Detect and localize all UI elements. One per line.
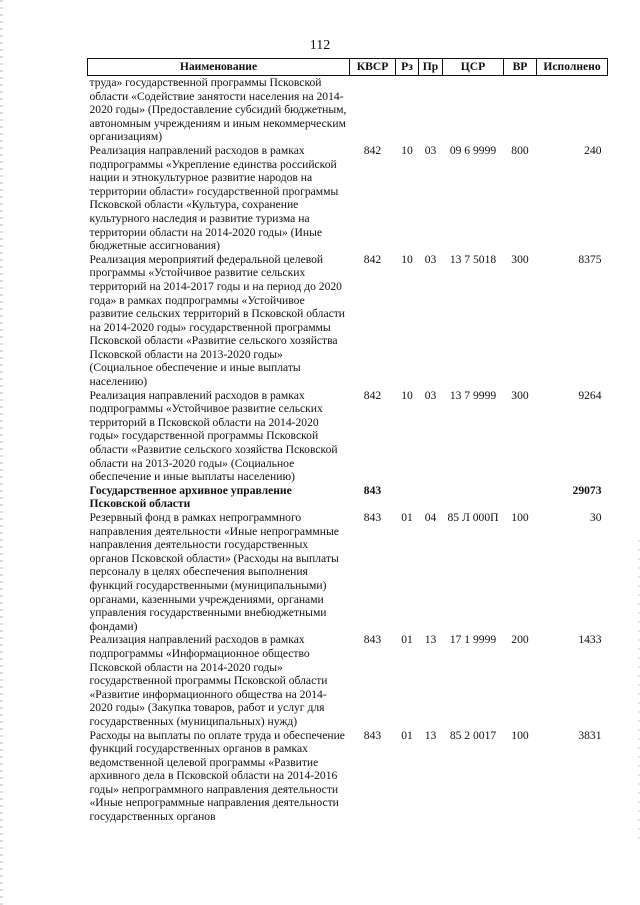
table-row <box>88 76 608 144</box>
budget-table <box>87 58 608 824</box>
cell-csr: 85 2 0017 <box>449 728 497 742</box>
cell-name: Расходы на выплаты по оплате труда и обеспечение функций государственных органов в рамках ведомственной целевой программы «Развитие архивного дела в Псковской области на 2014-2016 годы» непрограммного направления деятельности «Иные непрограммные направления деятельности государственных органов <box>89 728 345 824</box>
header-pr: Пр <box>419 59 443 76</box>
cell-ispolneno: 30 <box>589 511 602 524</box>
header-csr: ЦСР <box>443 59 504 76</box>
cell-vr <box>504 76 537 144</box>
header-ispolneno: Исполнено <box>537 59 608 76</box>
cell-rz: 10 <box>401 143 413 157</box>
cell-csr: 09 6 9999 <box>449 143 497 157</box>
cell-rz: 01 <box>401 511 413 524</box>
cell-pr <box>419 484 443 511</box>
cell-pr: 03 <box>424 388 437 402</box>
cell-csr <box>443 76 504 144</box>
table-header-row <box>88 59 608 76</box>
cell-pr: 03 <box>424 252 437 266</box>
cell-rz: 10 <box>401 252 413 266</box>
cell-csr <box>443 484 504 511</box>
cell-rz: 10 <box>401 388 413 402</box>
cell-name: Государственное архивное управление Псковской области <box>89 483 292 511</box>
cell-ispolneno: 240 <box>584 143 602 157</box>
cell-name: Реализация мероприятий федеральной целевой программы «Устойчивое развитие сельских территорий на 2014-2017 годы и на период до 2020 года» в рамках подпрограммы «Устойчивое развитие сельских территорий в Псковской области на 2014-2020 годы» государственной программы Псковской области «Развитие сельского хозяйства Псковской области на 2013-2020 годы» (Социальное обеспечение и иные выплаты населению) <box>89 252 346 389</box>
cell-rz <box>396 76 419 144</box>
table-row <box>88 729 608 824</box>
page-number: 112 <box>309 38 331 53</box>
cell-vr: 300 <box>511 252 529 266</box>
table-row <box>88 144 608 253</box>
cell-name: Резервный фонд в рамках непрограммного направления деятельности «Иные непрограммные направления деятельности государственных органов Псковской области» (Расходы на выплаты персоналу в целях обеспечения выполнения функций государственными (муниципальными) органами, казенными учреждениями, органами управления государственными внебюджетными фондами) <box>89 511 339 633</box>
table-row <box>88 511 608 633</box>
scan-edge-left <box>0 0 3 905</box>
cell-pr: 13 <box>424 633 437 647</box>
cell-rz: 01 <box>401 728 413 742</box>
cell-pr: 13 <box>424 728 437 742</box>
cell-ispolneno: 3831 <box>578 728 602 742</box>
cell-csr: 85 Л 000П <box>447 511 499 524</box>
cell-kvsr: 843 <box>363 511 382 524</box>
cell-kvsr: 843 <box>363 483 382 497</box>
cell-csr: 13 7 5018 <box>449 252 497 266</box>
header-name: Наименование <box>88 59 350 76</box>
cell-ispolneno: 1433 <box>578 633 602 647</box>
cell-kvsr: 842 <box>363 143 382 157</box>
cell-vr: 100 <box>511 728 529 742</box>
cell-kvsr: 843 <box>363 728 382 742</box>
cell-csr: 13 7 9999 <box>449 388 497 402</box>
table-body <box>88 76 608 824</box>
cell-vr <box>504 484 537 511</box>
cell-name: Реализация направлений расходов в рамках подпрограммы «Устойчивое развитие сельских территорий в Псковской области на 2014-2020 годы» государственной программы Псковской области «Развитие сельского хозяйства Псковской области на 2013-2020 годы» (Социальное обеспечение и иные выплаты населению) <box>89 388 338 484</box>
cell-ispolneno: 29073 <box>572 483 602 497</box>
header-kvsr: КВСР <box>350 59 396 76</box>
cell-rz: 01 <box>401 633 413 647</box>
cell-rz <box>396 484 419 511</box>
cell-pr <box>419 76 443 144</box>
cell-vr: 200 <box>511 633 529 647</box>
cell-name: Реализация направлений расходов в рамках подпрограммы «Информационное общество Псковской области на 2014-2020 годы» государственной программы Псковской области «Развитие информационного общества на 2014-2020 годы» (Закупка товаров, работ и услуг для государственных (муниципальных) нужд) <box>89 633 328 728</box>
header-vr: ВР <box>504 59 537 76</box>
cell-csr: 17 1 9999 <box>449 633 497 647</box>
cell-kvsr: 842 <box>363 252 382 266</box>
cell-vr: 100 <box>511 511 529 524</box>
cell-ispolneno: 9264 <box>578 388 602 402</box>
cell-kvsr: 842 <box>363 388 382 402</box>
cell-vr: 300 <box>511 388 529 402</box>
header-rz: Рз <box>396 59 419 76</box>
cell-pr: 04 <box>424 511 437 524</box>
cell-ispolneno <box>537 76 608 144</box>
cell-name: Реализация направлений расходов в рамках подпрограммы «Укрепление единства российской нации и этнокультурное развитие народов на территории области» государственной программы Псковской области «Культура, сохранение культурного наследия и развитие туризма на территории области на 2014-2020 годы» (Иные бюджетные ассигнования) <box>89 143 339 253</box>
cell-name: труда» государственной программы Псковской области «Содействие занятости населения на 2014-2020 годы» (Предоставление субсидий бюджетным, автономным учреждениям и иным некоммерческим организациям) <box>89 76 347 144</box>
cell-pr: 03 <box>424 143 437 157</box>
table-row <box>88 253 608 389</box>
cell-kvsr: 843 <box>363 633 382 647</box>
cell-ispolneno: 8375 <box>578 252 602 266</box>
table-row <box>88 389 608 484</box>
table-row <box>88 484 608 511</box>
cell-kvsr <box>350 76 396 144</box>
cell-vr: 800 <box>511 143 529 157</box>
table-row <box>88 633 608 728</box>
